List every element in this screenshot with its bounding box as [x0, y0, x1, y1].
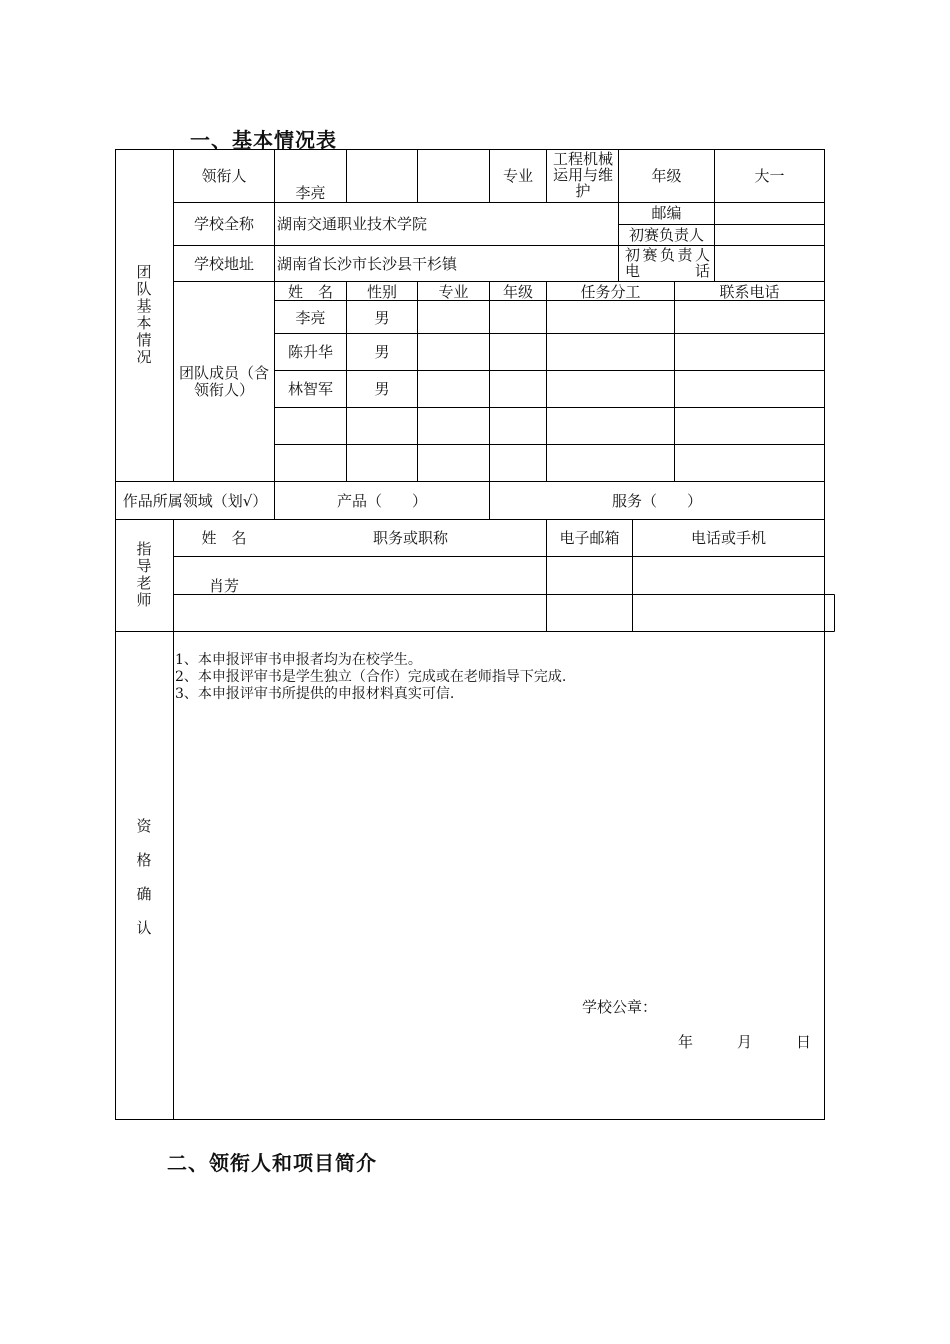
- date-month: 月: [737, 1033, 753, 1051]
- members-header-task: 任务分工: [580, 283, 641, 301]
- qualification-line-1: 1、本申报评审书申报者均为在校学生。: [175, 652, 422, 668]
- postcode-label: 邮编: [651, 204, 682, 222]
- address-label: 学校地址: [193, 255, 254, 273]
- member-name-cell: 陈升华: [287, 343, 333, 361]
- domain-service: 服务（ ）: [611, 492, 702, 510]
- member-gender-cell: 男: [374, 309, 390, 327]
- advisors-header-name: 姓 名: [201, 529, 247, 547]
- section-1-title: 一、基本情况表: [190, 128, 337, 152]
- advisors-header-phone: 电话或手机: [690, 529, 766, 547]
- members-header-grade: 年级: [502, 283, 533, 301]
- school-seal-label: 学校公章：: [582, 998, 658, 1016]
- team-info-side-label: 团 队 基 本 情 况: [136, 263, 152, 366]
- members-header-major: 专业: [438, 283, 469, 301]
- member-gender-cell: 男: [374, 380, 390, 398]
- domain-product: 产品（ ）: [336, 492, 427, 510]
- member-name-cell: 李亮: [295, 309, 326, 327]
- advisors-side-label: 指 导 老 师: [136, 540, 152, 609]
- leader-label: 领衔人: [201, 167, 247, 185]
- qualification-line-3: 3、本申报评审书所提供的申报材料真实可信.: [175, 686, 455, 702]
- grade-value: 大一: [754, 167, 785, 185]
- contact-label: 初赛负责人: [628, 226, 704, 244]
- qualification-line-2: 2、本申报评审书是学生独立（合作）完成或在老师指导下完成.: [175, 669, 567, 685]
- members-label: 团队成员（含领衔人）: [178, 364, 269, 399]
- member-gender-cell: 男: [374, 343, 390, 361]
- school-value: 湖南交通职业技术学院: [277, 215, 428, 233]
- date-day: 日: [796, 1033, 812, 1051]
- leader-name: 李亮: [295, 184, 326, 202]
- qualification-side-label: 资 格 确 认: [136, 817, 152, 937]
- advisors-header-title: 职务或职称: [372, 529, 448, 547]
- major-label: 专业: [502, 167, 533, 185]
- major-value: 工程机械运用与维护: [552, 150, 613, 200]
- advisors-header-email: 电子邮箱: [559, 529, 620, 547]
- member-name-cell: 林智军: [287, 380, 333, 398]
- members-header-phone: 联系电话: [719, 283, 780, 301]
- grade-label: 年级: [651, 167, 682, 185]
- advisor-name-cell: 肖芳: [208, 577, 239, 595]
- section-2-title: 二、领衔人和项目简介: [167, 1151, 377, 1175]
- school-label: 学校全称: [193, 215, 254, 233]
- domain-label: 作品所属领域（划√）: [122, 492, 268, 510]
- contact-phone-label: 初赛负责人电 话: [625, 246, 710, 280]
- members-header-gender: 性别: [366, 283, 397, 301]
- members-header-name: 姓 名: [287, 283, 333, 301]
- date-year: 年: [678, 1033, 694, 1051]
- address-value: 湖南省长沙市长沙县干杉镇: [277, 255, 458, 273]
